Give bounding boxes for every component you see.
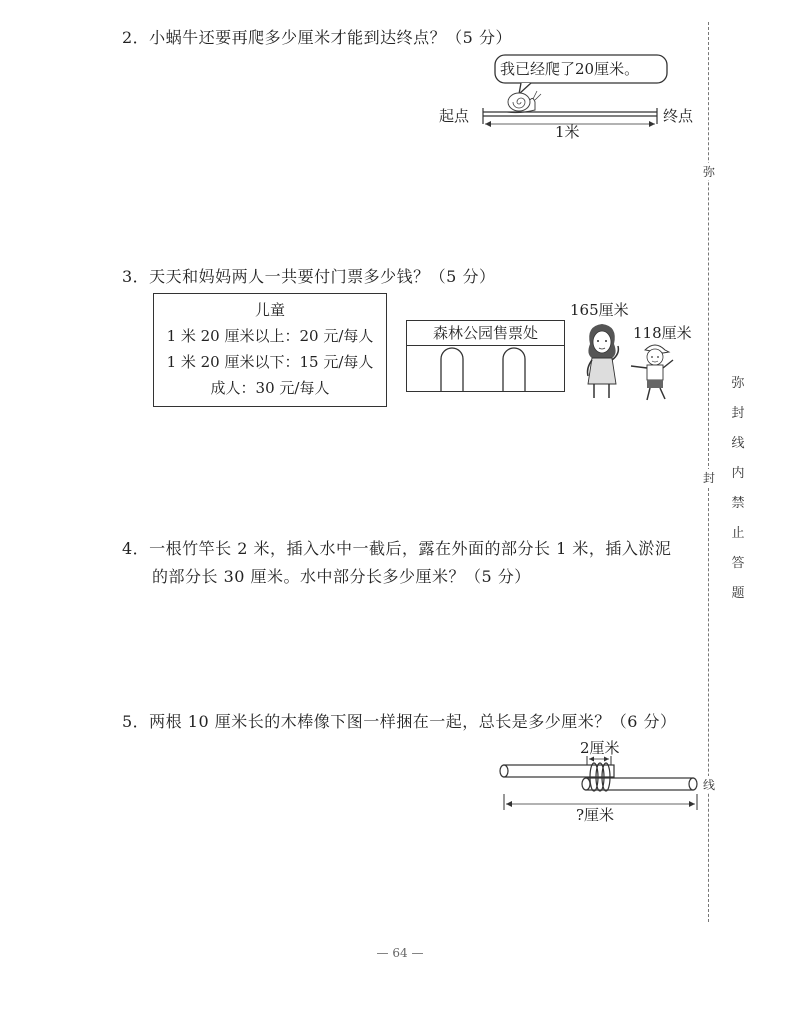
- child-figure: [627, 340, 679, 402]
- seal-notice-char: 禁: [731, 496, 745, 511]
- page-number: — 64 —: [376, 946, 424, 960]
- ticket-windows: [407, 345, 563, 391]
- question-4-line-2: 的部分长 30 厘米。水中部分长多少厘米？（5 分）: [152, 567, 531, 586]
- snail-bubble-text: 我已经爬了20厘米。: [500, 60, 640, 78]
- seal-notice-char: 止: [731, 526, 745, 541]
- mother-figure: [578, 318, 626, 402]
- ticket-row-3: 成人：30 元/每人: [210, 379, 330, 397]
- seal-notice-char: 题: [731, 586, 745, 601]
- total-length-label: ?厘米: [576, 806, 615, 824]
- ticket-office: [406, 320, 565, 392]
- question-2: 2．小蜗牛还要再爬多少厘米才能到达终点？（5 分）: [122, 28, 512, 47]
- seal-mark-top: 弥: [702, 165, 715, 179]
- seal-notice-char: 答: [731, 556, 745, 571]
- start-label: 起点: [439, 107, 470, 125]
- ticket-row-1: 1 米 20 厘米以上：20 元/每人: [166, 327, 374, 345]
- seal-notice: [730, 372, 746, 612]
- ticket-price-board: [153, 293, 387, 407]
- ticket-title: 儿童: [254, 301, 285, 319]
- question-4-line-1: 4．一根竹竿长 2 米，插入水中一截后，露在外面的部分长 1 米，插入淤泥: [122, 539, 672, 558]
- question-5: 5．两根 10 厘米长的木棒像下图一样捆在一起，总长是多少厘米？（6 分）: [122, 712, 677, 731]
- seal-notice-char: 弥: [731, 376, 745, 391]
- mother-height-label: 165厘米: [570, 301, 629, 319]
- overlap-label: 2厘米: [580, 739, 620, 757]
- question-3: 3．天天和妈妈两人一共要付门票多少钱？（5 分）: [122, 267, 496, 286]
- end-label: 终点: [663, 107, 694, 125]
- ticket-row-2: 1 米 20 厘米以下：15 元/每人: [166, 353, 374, 371]
- seal-mark-bottom: 线: [702, 778, 715, 792]
- seal-notice-char: 封: [731, 406, 745, 421]
- stick-lower: [582, 778, 697, 790]
- seal-mark-middle: 封: [702, 471, 715, 485]
- seal-notice-char: 内: [731, 466, 745, 481]
- seal-notice-char: 线: [731, 436, 745, 451]
- length-label: 1米: [555, 123, 580, 141]
- bubble-tail: [519, 83, 531, 94]
- ticket-office-sign: 森林公园售票处: [407, 321, 564, 346]
- snail-icon: [507, 91, 541, 113]
- child-height-label: 118厘米: [633, 324, 692, 342]
